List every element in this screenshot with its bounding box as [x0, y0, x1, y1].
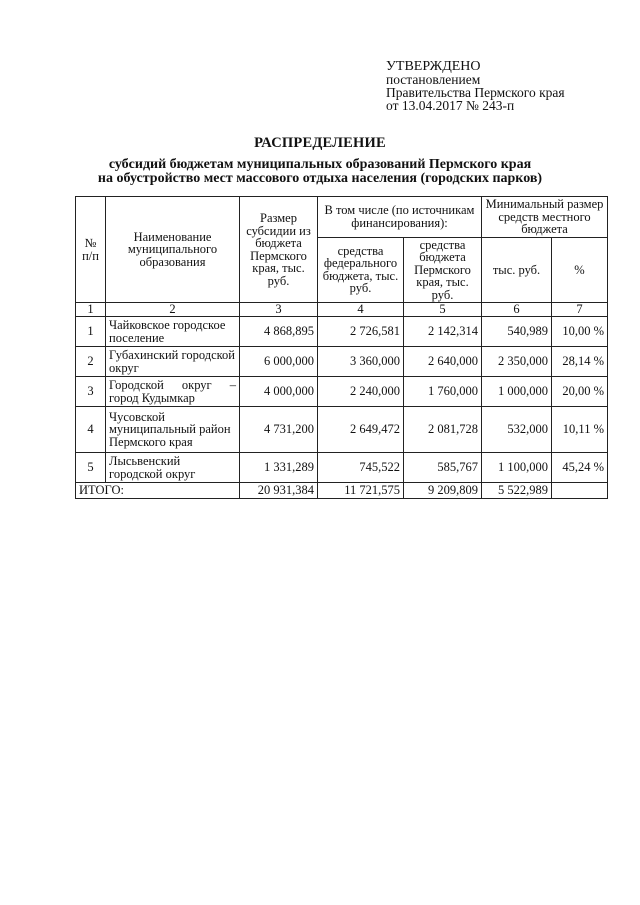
- approval-block: [386, 60, 565, 112]
- col-number: 7: [552, 303, 608, 317]
- col-number: 1: [76, 303, 106, 317]
- regional-value: 2 640,000: [404, 347, 482, 377]
- local-percent: 10,00 %: [552, 317, 608, 347]
- row-number: 3: [76, 377, 106, 407]
- regional-value: 585,767: [404, 453, 482, 483]
- subsidy-table: [75, 196, 608, 499]
- subtitle-line-1: субсидий бюджетам муниципальных образований Пермского края: [108, 157, 532, 172]
- table-row: [76, 377, 608, 407]
- approval-line-2: Правительства Пермского края: [386, 85, 565, 100]
- local-value: 540,989: [482, 317, 552, 347]
- subsidy-value: 1 331,289: [240, 453, 318, 483]
- federal-value: 745,522: [318, 453, 404, 483]
- col-number: 4: [318, 303, 404, 317]
- regional-value: 1 760,000: [404, 377, 482, 407]
- header-including: В том числе (по источникам финансирования):: [318, 197, 482, 238]
- regional-value: 2 081,728: [404, 407, 482, 453]
- subsidy-value: 6 000,000: [240, 347, 318, 377]
- local-value: 1 000,000: [482, 377, 552, 407]
- row-number: 2: [76, 347, 106, 377]
- row-number: 1: [76, 317, 106, 347]
- subsidy-value: 4 731,200: [240, 407, 318, 453]
- table-row: [76, 317, 608, 347]
- federal-value: 2 649,472: [318, 407, 404, 453]
- col-number: 6: [482, 303, 552, 317]
- local-value: 532,000: [482, 407, 552, 453]
- total-label: ИТОГО:: [76, 483, 240, 499]
- approval-heading: УТВЕРЖДЕНО: [386, 59, 481, 74]
- total-subsidy: 20 931,384: [240, 483, 318, 499]
- local-percent: 28,14 %: [552, 347, 608, 377]
- approval-line-3: от 13.04.2017 № 243-п: [386, 98, 515, 113]
- header-name: Наименование муниципального образования: [106, 197, 240, 303]
- header-federal: средства федерального бюджета, тыс. руб.: [318, 237, 404, 303]
- municipality-name: Чайковское городское поселение: [106, 317, 240, 347]
- row-number: 5: [76, 453, 106, 483]
- municipality-name: Городской округ – город Кудымкар: [106, 377, 240, 407]
- municipality-name: Лысьвенский городской округ: [106, 453, 240, 483]
- total-row: [76, 483, 608, 499]
- total-percent-empty: [552, 483, 608, 499]
- header-subsidy: Размер субсидии из бюджета Пермского края, тыс. руб.: [240, 197, 318, 303]
- total-federal: 11 721,575: [318, 483, 404, 499]
- header-min-local: Минимальный размер средств местного бюджета: [482, 197, 608, 238]
- header-num: № п/п: [76, 197, 106, 303]
- table-row: [76, 453, 608, 483]
- local-value: 1 100,000: [482, 453, 552, 483]
- local-percent: 10,11 %: [552, 407, 608, 453]
- local-value: 2 350,000: [482, 347, 552, 377]
- subsidy-value: 4 868,895: [240, 317, 318, 347]
- col-number: 3: [240, 303, 318, 317]
- federal-value: 2 726,581: [318, 317, 404, 347]
- col-number: 5: [404, 303, 482, 317]
- header-thousand-rub: тыс. руб.: [482, 237, 552, 303]
- table-row: [76, 407, 608, 453]
- municipality-name: Чусовской муниципальный район Пермского края: [106, 407, 240, 453]
- approval-line-1: постановлением: [386, 72, 481, 87]
- total-regional: 9 209,809: [404, 483, 482, 499]
- header-regional: средства бюджета Пермского края, тыс. руб.: [404, 237, 482, 303]
- federal-value: 2 240,000: [318, 377, 404, 407]
- col-number: 2: [106, 303, 240, 317]
- row-number: 4: [76, 407, 106, 453]
- federal-value: 3 360,000: [318, 347, 404, 377]
- table-row: [76, 347, 608, 377]
- header-percent: %: [552, 237, 608, 303]
- local-percent: 20,00 %: [552, 377, 608, 407]
- document-subtitle: [0, 158, 640, 186]
- subsidy-value: 4 000,000: [240, 377, 318, 407]
- regional-value: 2 142,314: [404, 317, 482, 347]
- municipality-name: Губахинский городской округ: [106, 347, 240, 377]
- subtitle-line-2: на обустройство мест массового отдыха населения (городских парков): [97, 171, 543, 186]
- local-percent: 45,24 %: [552, 453, 608, 483]
- total-local: 5 522,989: [482, 483, 552, 499]
- document-title: РАСПРЕДЕЛЕНИЕ: [254, 135, 386, 151]
